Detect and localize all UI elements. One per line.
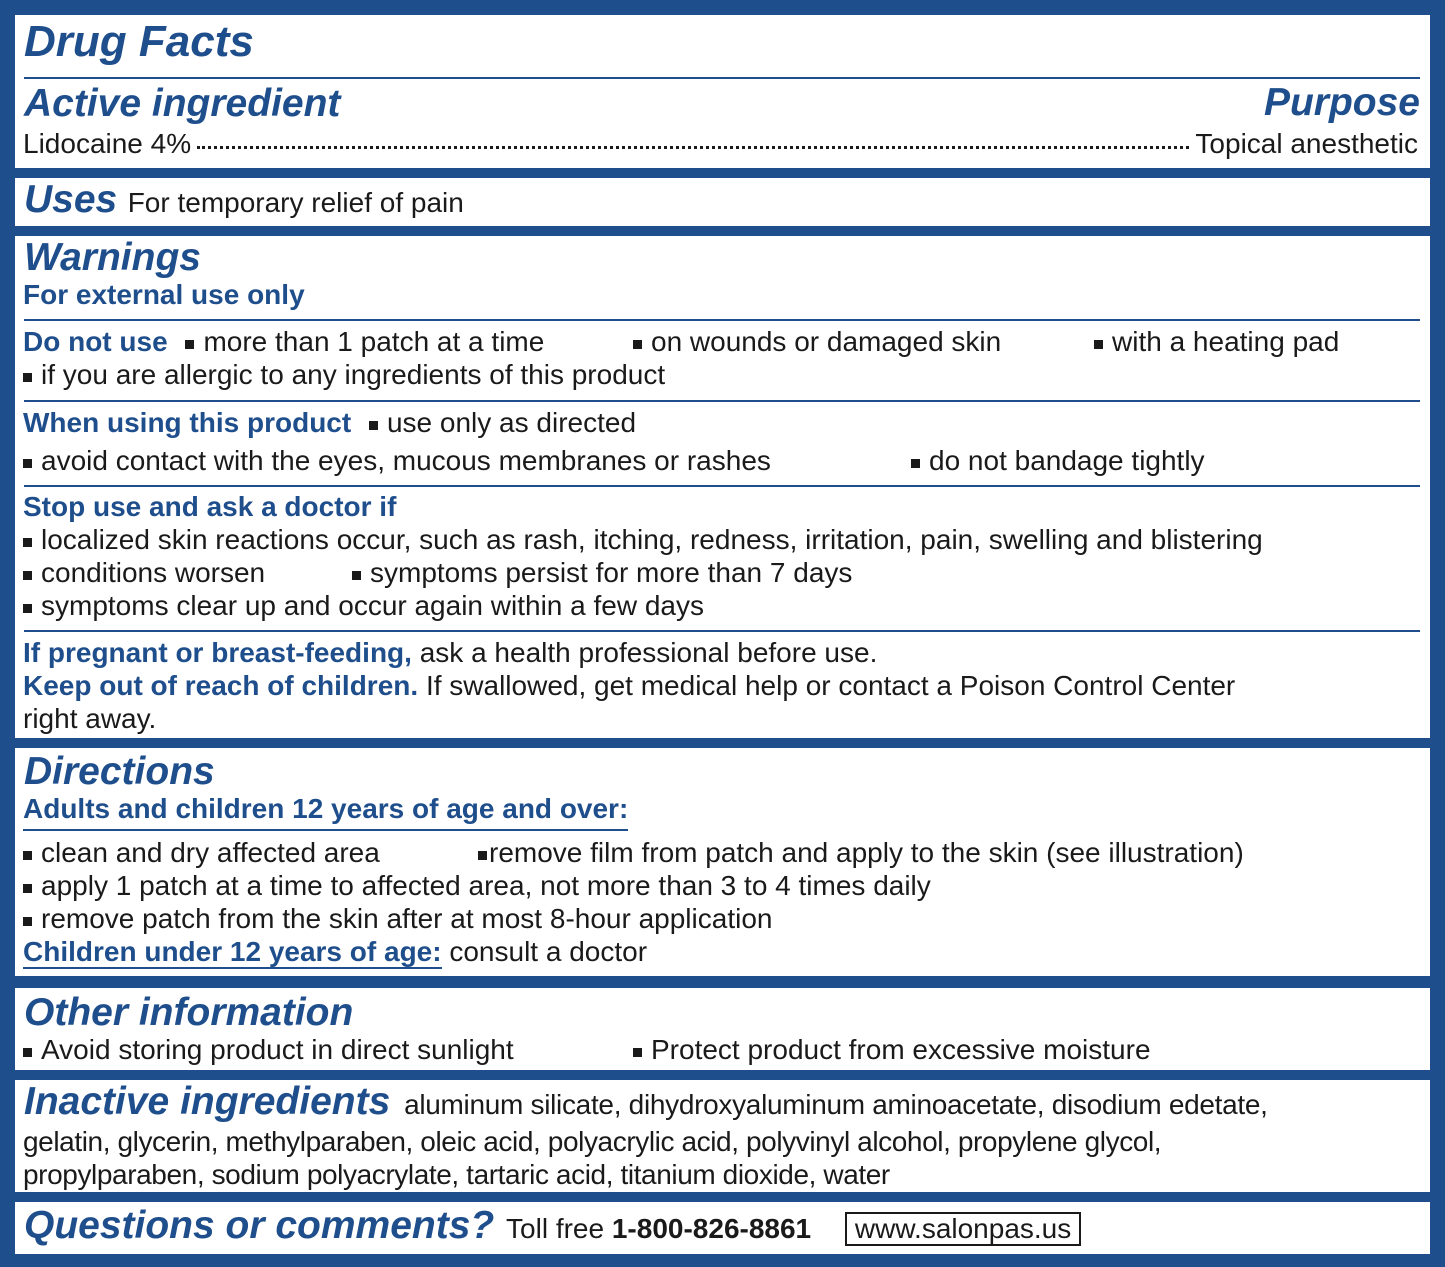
questions-row [24, 1204, 1081, 1252]
when-using-item: avoid contact with the eyes, mucous membranes or rashes [41, 445, 771, 476]
active-ingredient-heading: Active ingredient [24, 82, 341, 125]
bullet-icon [911, 459, 920, 468]
do-not-use-row [23, 358, 665, 391]
ingredient-row [23, 127, 1418, 160]
directions-item: apply 1 patch at a time to affected area, not more than 3 to 4 times daily [41, 870, 931, 901]
bullet-icon [478, 851, 487, 860]
bullet-icon [352, 571, 361, 580]
bullet-icon [23, 851, 32, 860]
section-active-ingredient [15, 15, 1430, 168]
inactive-text: aluminum silicate, dihydroxyaluminum aminoacetate, disodium edetate, [404, 1089, 1268, 1120]
directions-heading: Directions [24, 750, 215, 793]
bullet-icon [23, 571, 32, 580]
do-not-use-item: on wounds or damaged skin [651, 326, 1002, 357]
directions-item: clean and dry affected area [41, 837, 380, 868]
bullet-icon [23, 884, 32, 893]
children-text: consult a doctor [449, 936, 648, 967]
divider [24, 77, 1420, 79]
when-using-row [23, 444, 1413, 477]
uses-text: For temporary relief of pain [127, 187, 464, 218]
pregnant-row [23, 636, 877, 669]
stop-use-row [23, 523, 1263, 556]
other-row [23, 1033, 1413, 1066]
bullet-icon [23, 459, 32, 468]
do-not-use-item: with a heating pad [1112, 326, 1340, 357]
divider [24, 485, 1420, 487]
section-inactive-ingredients [15, 1080, 1430, 1192]
bullet-icon [185, 340, 194, 349]
bullet-icon [23, 604, 32, 613]
ingredient-name: Lidocaine 4% [23, 128, 192, 159]
other-item: Protect product from excessive moisture [651, 1034, 1151, 1065]
inactive-heading: Inactive ingredients [24, 1080, 391, 1123]
dot-leader [197, 127, 1189, 149]
bullet-icon [633, 1048, 642, 1057]
divider [24, 630, 1420, 632]
children-row [23, 935, 647, 969]
stop-use-item: symptoms persist for more than 7 days [370, 557, 853, 588]
uses-heading: Uses [24, 178, 118, 221]
divider [24, 400, 1420, 402]
other-information-heading: Other information [24, 991, 354, 1034]
keep-out-row [23, 669, 1235, 702]
bullet-icon [23, 373, 32, 382]
keep-out-text-continued: right away. [23, 703, 157, 734]
directions-item: remove patch from the skin after at most 8-hour application [41, 903, 773, 934]
drug-facts-title: Drug Facts [24, 17, 254, 66]
directions-row [23, 836, 1413, 869]
when-using-row [23, 406, 636, 439]
divider [24, 319, 1420, 321]
toll-free-label: Toll free [506, 1213, 605, 1244]
stop-use-row [23, 589, 704, 622]
inactive-row [24, 1080, 1268, 1128]
inactive-text: propylparaben, sodium polyacrylate, tartaric acid, titanium dioxide, water [23, 1159, 890, 1190]
other-item: Avoid storing product in direct sunlight [41, 1034, 514, 1065]
bullet-icon [23, 538, 32, 547]
keep-out-text: If swallowed, get medical help or contact a Poison Control Center [425, 670, 1236, 701]
section-other-information [15, 988, 1430, 1070]
ingredient-purpose: Topical anesthetic [1195, 128, 1418, 159]
stop-use-label: Stop use and ask a doctor if [23, 491, 397, 522]
bullet-icon [633, 340, 642, 349]
directions-row [23, 869, 931, 902]
children-label: Children under 12 years of age: [23, 936, 442, 967]
do-not-use-item: if you are allergic to any ingredients of this product [41, 359, 666, 390]
keep-out-label: Keep out of reach of children. [23, 670, 419, 701]
stop-use-row [23, 556, 1413, 589]
bullet-icon [369, 421, 378, 430]
external-use-label: For external use only [23, 279, 305, 310]
inactive-text: gelatin, glycerin, methylparaben, oleic acid, polyacrylic acid, polyvinyl alcohol, propylene glycol, [23, 1126, 1162, 1157]
do-not-use-item: more than 1 patch at a time [203, 326, 545, 357]
do-not-use-label: Do not use [23, 326, 168, 357]
when-using-label: When using this product [23, 407, 352, 438]
do-not-use-row [23, 325, 1413, 358]
bullet-icon [23, 917, 32, 926]
section-warnings [15, 236, 1430, 738]
pregnant-label: If pregnant or breast-feeding, [23, 637, 412, 668]
bullet-icon [1094, 340, 1103, 349]
stop-use-item: conditions worsen [41, 557, 266, 588]
adults-label: Adults and children 12 years of age and over: [23, 792, 628, 831]
stop-use-item: localized skin reactions occur, such as rash, itching, redness, irritation, pain, swelling and blistering [41, 524, 1263, 555]
warnings-heading: Warnings [24, 236, 201, 279]
questions-heading: Questions or comments? [24, 1204, 495, 1247]
section-questions [15, 1202, 1430, 1254]
stop-use-item: symptoms clear up and occur again within a few days [41, 590, 704, 621]
website-link[interactable]: www.salonpas.us [845, 1212, 1081, 1246]
when-using-item: use only as directed [386, 407, 637, 438]
directions-item: remove film from patch and apply to the skin (see illustration) [489, 837, 1244, 868]
purpose-heading: Purpose [1263, 81, 1420, 124]
pregnant-text: ask a health professional before use. [419, 637, 878, 668]
directions-row [23, 902, 772, 935]
section-uses [15, 178, 1430, 226]
when-using-item: do not bandage tightly [929, 445, 1205, 476]
section-directions [15, 748, 1430, 976]
bullet-icon [23, 1048, 32, 1057]
phone-number[interactable]: 1-800-826-8861 [611, 1213, 812, 1244]
